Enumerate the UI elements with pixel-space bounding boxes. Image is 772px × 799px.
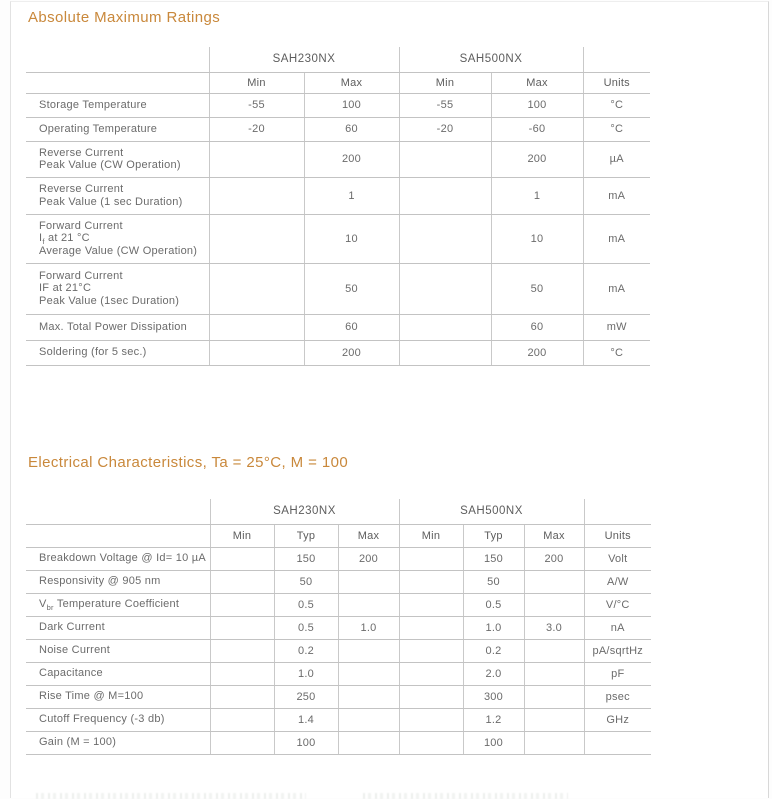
value-cell: 60: [304, 117, 399, 141]
row-label: [26, 314, 209, 340]
row-label-text: Noise Current: [39, 644, 111, 657]
units-cell: V/°C: [584, 593, 651, 616]
subheader-spacer-cell: [26, 524, 210, 547]
value-cell: 1.4: [274, 708, 338, 731]
row-label-line: [39, 713, 210, 726]
value-cell: -20: [399, 117, 491, 141]
value-cell: [209, 340, 304, 365]
row-label-line: [39, 621, 210, 634]
group-header-units-spacer-cell: [583, 47, 650, 72]
value-cell: [210, 639, 274, 662]
row-label-text: Breakdown Voltage @ Id= 10 µA: [39, 552, 206, 565]
row-label-line: [39, 321, 209, 334]
data-table: [26, 499, 651, 755]
row-label-text: Cutoff Frequency (-3 db): [39, 713, 165, 726]
column-header-cell: Max: [338, 524, 399, 547]
row-label-text: Peak Value (1 sec Duration): [39, 195, 183, 208]
units-header-cell: Units: [584, 524, 651, 547]
value-cell: [399, 731, 463, 754]
data-table: [26, 47, 650, 366]
table-subheader-row: [26, 72, 650, 93]
row-label: [26, 593, 210, 616]
table-row: [26, 547, 651, 570]
column-header-cell: Max: [304, 72, 399, 93]
row-label: [26, 214, 209, 263]
datasheet-page: [10, 1, 769, 798]
value-cell: [210, 547, 274, 570]
bottom-cutoff-text: [36, 793, 306, 799]
units-cell: nA: [584, 616, 651, 639]
value-cell: [399, 616, 463, 639]
row-label-text: Temperature Coefficient: [53, 598, 180, 611]
column-header-cell: Min: [209, 72, 304, 93]
value-cell: [210, 570, 274, 593]
column-header-cell: Max: [524, 524, 584, 547]
row-label-subscript: f: [42, 237, 45, 247]
row-label-text: Dark Current: [39, 621, 105, 634]
group-header-cell: SAH230NX: [209, 47, 399, 72]
value-cell: [524, 708, 584, 731]
row-label-text: V: [39, 598, 47, 611]
row-label-line: [39, 667, 210, 680]
table-row: [26, 708, 651, 731]
value-cell: [524, 685, 584, 708]
row-label-text: Reverse Current: [39, 146, 124, 159]
value-cell: 100: [463, 731, 524, 754]
row-label-line: [39, 552, 210, 565]
table-group-header-row: [26, 499, 651, 524]
section-title-electrical-characteristics: Electrical Characteristics, Ta = 25°C, M = 100: [28, 454, 349, 471]
units-cell: °C: [583, 340, 650, 365]
units-cell: psec: [584, 685, 651, 708]
value-cell: [209, 214, 304, 263]
value-cell: [399, 177, 491, 214]
row-label-text: Capacitance: [39, 667, 103, 680]
value-cell: [399, 639, 463, 662]
table-row: [26, 117, 650, 141]
units-cell: mA: [583, 214, 650, 263]
units-cell: pF: [584, 662, 651, 685]
value-cell: [524, 662, 584, 685]
row-label: [26, 340, 209, 365]
row-label-subscript: br: [46, 603, 54, 613]
row-label-line: [39, 598, 210, 611]
units-cell: Volt: [584, 547, 651, 570]
bottom-cutoff-text: [363, 793, 568, 799]
row-label-line: [39, 270, 209, 283]
row-label: [26, 731, 210, 754]
value-cell: [524, 570, 584, 593]
value-cell: 0.5: [274, 616, 338, 639]
units-cell: [584, 731, 651, 754]
value-cell: 50: [304, 263, 399, 314]
value-cell: 300: [463, 685, 524, 708]
value-cell: [210, 708, 274, 731]
units-cell: A/W: [584, 570, 651, 593]
row-label-text: at 21 °C: [44, 232, 90, 245]
row-label-line: [39, 245, 209, 258]
value-cell: [399, 685, 463, 708]
row-label: [26, 177, 209, 214]
table-row: [26, 593, 651, 616]
value-cell: 200: [304, 340, 399, 365]
units-cell: mW: [583, 314, 650, 340]
row-label-text: Storage Temperature: [39, 98, 147, 111]
units-cell: GHz: [584, 708, 651, 731]
value-cell: 50: [463, 570, 524, 593]
table-row: [26, 570, 651, 593]
value-cell: [338, 731, 399, 754]
row-label-line: [39, 575, 210, 588]
value-cell: 1.2: [463, 708, 524, 731]
row-label-line: [39, 282, 209, 295]
value-cell: [399, 314, 491, 340]
row-label-line: [39, 346, 209, 359]
electrical-characteristics-table: [26, 499, 651, 755]
value-cell: [338, 639, 399, 662]
column-header-cell: Min: [399, 524, 463, 547]
value-cell: 150: [274, 547, 338, 570]
row-label: [26, 708, 210, 731]
row-label: [26, 685, 210, 708]
table-row: [26, 141, 650, 177]
value-cell: -55: [399, 93, 491, 117]
value-cell: [338, 662, 399, 685]
table-row: [26, 263, 650, 314]
value-cell: 150: [463, 547, 524, 570]
value-cell: -60: [491, 117, 583, 141]
units-header-cell: Units: [583, 72, 650, 93]
table-row: [26, 177, 650, 214]
table-row: [26, 685, 651, 708]
value-cell: 200: [524, 547, 584, 570]
row-label-text: Responsivity @ 905 nm: [39, 575, 161, 588]
group-header-spacer-cell: [26, 499, 210, 524]
column-header-cell: Typ: [463, 524, 524, 547]
row-label-text: Peak Value (CW Operation): [39, 159, 181, 171]
row-label-text: IF at 21°C: [39, 282, 92, 295]
table-row: [26, 616, 651, 639]
value-cell: [524, 593, 584, 616]
column-header-cell: Min: [210, 524, 274, 547]
value-cell: 10: [491, 214, 583, 263]
table-subheader-row: [26, 524, 651, 547]
value-cell: [399, 141, 491, 177]
value-cell: [338, 570, 399, 593]
table-row: [26, 662, 651, 685]
value-cell: -20: [209, 117, 304, 141]
group-header-spacer-cell: [26, 47, 209, 72]
row-label-text: Forward Current: [39, 269, 123, 282]
units-cell: mA: [583, 263, 650, 314]
value-cell: 1: [304, 177, 399, 214]
section-title-absolute-maximum-ratings: Absolute Maximum Ratings: [28, 9, 221, 26]
row-label: [26, 93, 209, 117]
value-cell: 50: [491, 263, 583, 314]
row-label-line: [39, 220, 209, 233]
group-header-cell: SAH230NX: [210, 499, 399, 524]
value-cell: 0.2: [274, 639, 338, 662]
value-cell: 100: [274, 731, 338, 754]
row-label-text: Gain (M = 100): [39, 736, 117, 749]
row-label: [26, 547, 210, 570]
row-label-text: Operating Temperature: [39, 122, 158, 135]
value-cell: 3.0: [524, 616, 584, 639]
row-label-line: [39, 159, 209, 172]
table-row: [26, 639, 651, 662]
value-cell: 1.0: [463, 616, 524, 639]
row-label: [26, 117, 209, 141]
value-cell: 10: [304, 214, 399, 263]
units-cell: µA: [583, 141, 650, 177]
row-label-text: Forward Current: [39, 219, 123, 232]
value-cell: [399, 214, 491, 263]
row-label-line: [39, 99, 209, 112]
value-cell: 0.5: [274, 593, 338, 616]
row-label-line: [39, 295, 209, 308]
table-row: [26, 214, 650, 263]
units-cell: mA: [583, 177, 650, 214]
row-label-text: Soldering (for 5 sec.): [39, 346, 147, 359]
row-label-line: [39, 147, 209, 160]
row-label-text: Max. Total Power Dissipation: [39, 320, 188, 333]
value-cell: [399, 547, 463, 570]
value-cell: [524, 639, 584, 662]
table-row: [26, 314, 650, 340]
row-label: [26, 616, 210, 639]
value-cell: [338, 708, 399, 731]
value-cell: [209, 314, 304, 340]
value-cell: 60: [304, 314, 399, 340]
value-cell: [399, 263, 491, 314]
value-cell: [210, 662, 274, 685]
units-cell: °C: [583, 117, 650, 141]
row-label-line: [39, 196, 209, 209]
row-label-line: [39, 690, 210, 703]
row-label-text: Average Value (CW Operation): [39, 244, 198, 257]
value-cell: [209, 141, 304, 177]
row-label-line: [39, 736, 210, 749]
value-cell: [399, 708, 463, 731]
value-cell: 50: [274, 570, 338, 593]
row-label-line: [39, 183, 209, 196]
value-cell: [210, 731, 274, 754]
value-cell: [209, 263, 304, 314]
value-cell: [338, 593, 399, 616]
row-label-text: Rise Time @ M=100: [39, 690, 144, 703]
row-label-text: Peak Value (1sec Duration): [39, 294, 180, 307]
value-cell: -55: [209, 93, 304, 117]
value-cell: 0.5: [463, 593, 524, 616]
row-label: [26, 141, 209, 177]
table-row: [26, 340, 650, 365]
value-cell: 1.0: [338, 616, 399, 639]
value-cell: 1.0: [274, 662, 338, 685]
row-label: [26, 570, 210, 593]
row-label-text: I: [39, 232, 43, 245]
group-header-cell: SAH500NX: [399, 499, 584, 524]
value-cell: [209, 177, 304, 214]
value-cell: 100: [304, 93, 399, 117]
table-row: [26, 93, 650, 117]
value-cell: 1: [491, 177, 583, 214]
value-cell: [210, 616, 274, 639]
column-header-cell: Typ: [274, 524, 338, 547]
units-cell: pA/sqrtHz: [584, 639, 651, 662]
row-label-line: [39, 232, 209, 245]
row-label: [26, 639, 210, 662]
units-cell: °C: [583, 93, 650, 117]
value-cell: 200: [304, 141, 399, 177]
group-header-units-spacer-cell: [584, 499, 651, 524]
value-cell: 200: [491, 340, 583, 365]
value-cell: [399, 570, 463, 593]
group-header-cell: SAH500NX: [399, 47, 583, 72]
subheader-spacer-cell: [26, 72, 209, 93]
value-cell: [399, 662, 463, 685]
value-cell: 0.2: [463, 639, 524, 662]
value-cell: [210, 685, 274, 708]
value-cell: [210, 593, 274, 616]
value-cell: 2.0: [463, 662, 524, 685]
row-label-line: [39, 644, 210, 657]
value-cell: 250: [274, 685, 338, 708]
table-row: [26, 731, 651, 754]
row-label-text: Reverse Current: [39, 183, 124, 195]
value-cell: 200: [338, 547, 399, 570]
value-cell: [338, 685, 399, 708]
absolute-maximum-ratings-table: [26, 47, 650, 366]
table-group-header-row: [26, 47, 650, 72]
value-cell: [399, 593, 463, 616]
column-header-cell: Min: [399, 72, 491, 93]
value-cell: 100: [491, 93, 583, 117]
row-label: [26, 263, 209, 314]
value-cell: 60: [491, 314, 583, 340]
column-header-cell: Max: [491, 72, 583, 93]
value-cell: [524, 731, 584, 754]
row-label: [26, 662, 210, 685]
row-label-line: [39, 123, 209, 136]
value-cell: [399, 340, 491, 365]
value-cell: 200: [491, 141, 583, 177]
